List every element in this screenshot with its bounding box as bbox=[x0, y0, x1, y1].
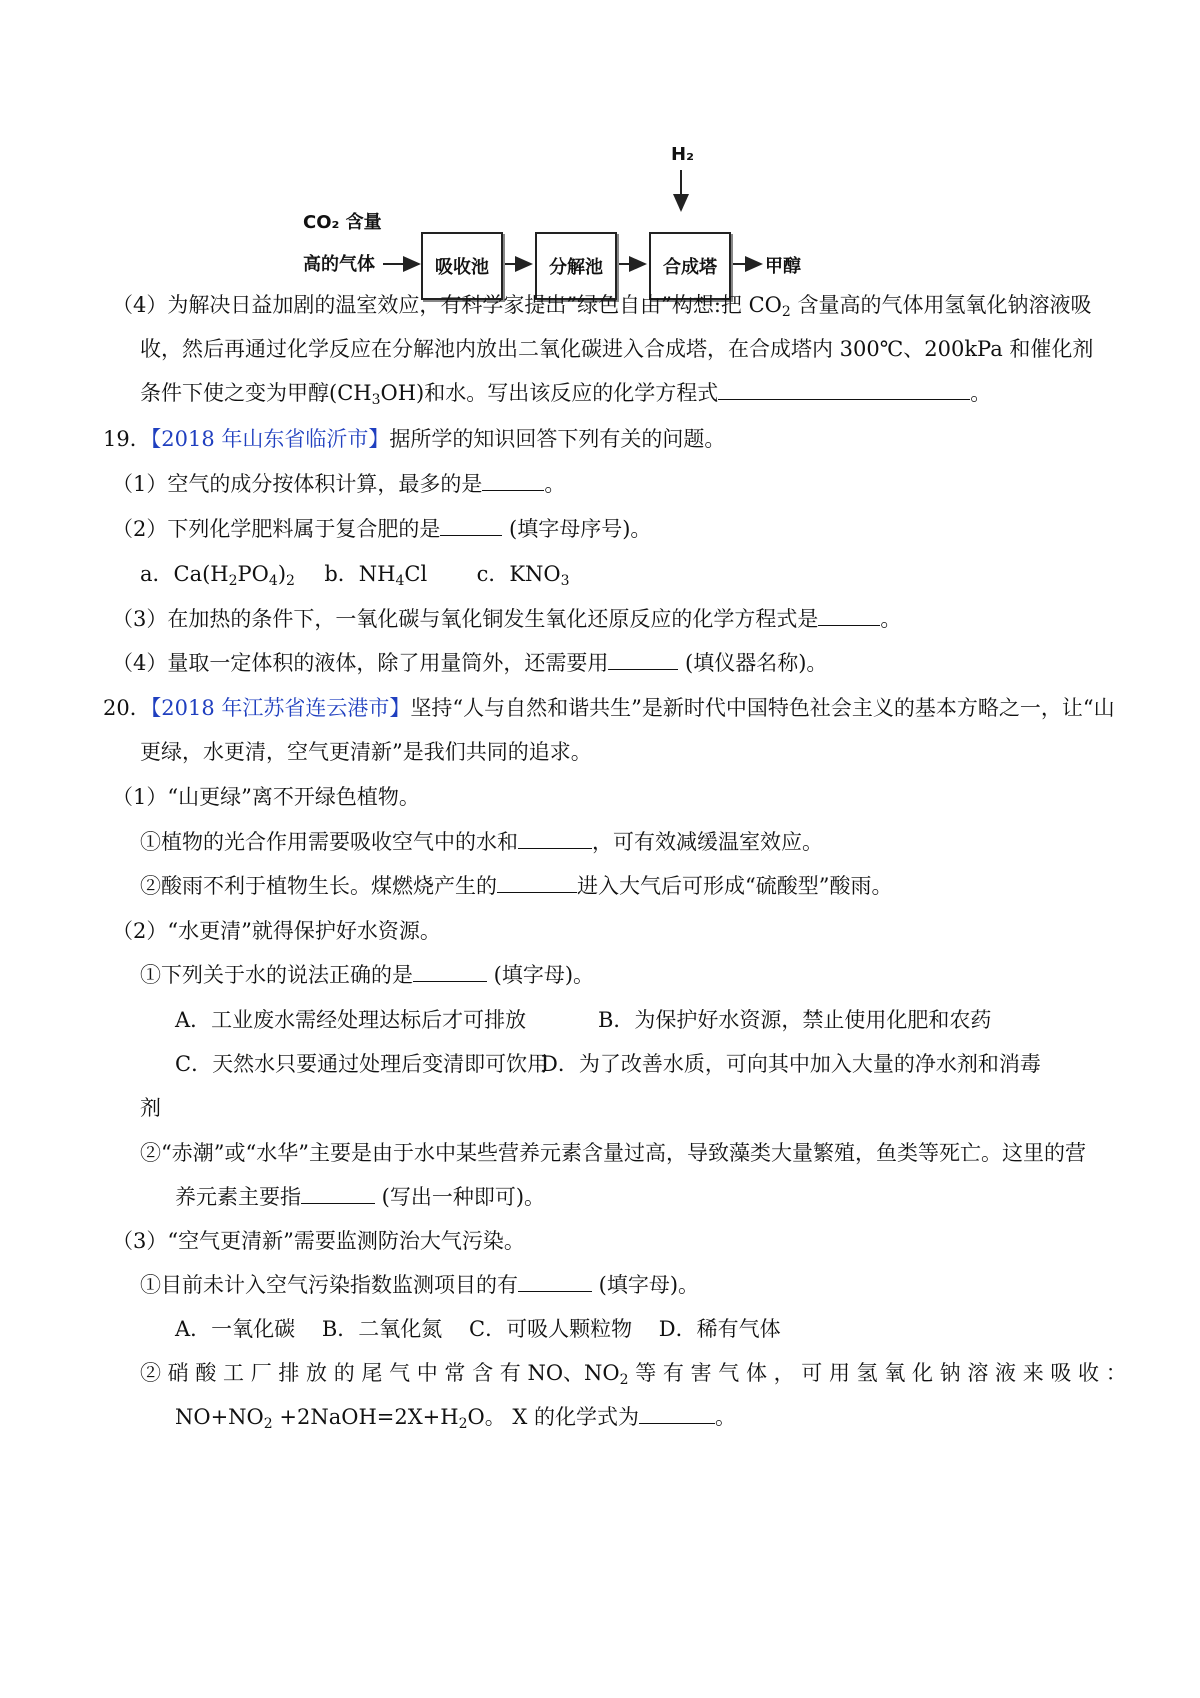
q20-p3ii-text-b: 等 有 害 气 体 ， 可 用 氢 氧 化 钠 溶 液 来 吸 收 ： bbox=[628, 1361, 1127, 1385]
subscript: 4 bbox=[395, 573, 405, 589]
subscript: 2 bbox=[286, 573, 295, 589]
decompose-tank-label: 分解池 bbox=[549, 257, 603, 278]
answer-blank[interactable] bbox=[639, 1403, 715, 1424]
q20-p3-options: A．一氧化碳 B．二氧化氮 C．可吸人颗粒物 D．稀有气体 bbox=[175, 1317, 781, 1341]
absorb-tank-label: 吸收池 bbox=[435, 257, 489, 278]
q20-part1-i bbox=[140, 827, 823, 857]
q19-stem bbox=[103, 424, 725, 454]
q20-part2: （2）“水更清”就得保护好水资源。 bbox=[112, 919, 441, 943]
question-source: 【2018 年山东省临沂市】 bbox=[150, 427, 390, 451]
q18-p4-text-e: 。 bbox=[970, 381, 992, 405]
flow-output-label: 甲醇 bbox=[765, 256, 801, 277]
opt-text: b．NH bbox=[324, 562, 396, 586]
q19-part1 bbox=[112, 469, 565, 499]
q20-p1i-text: ①植物的光合作用需要吸收空气中的水和 bbox=[140, 830, 518, 854]
equation-part: +2NaOH=2X+H bbox=[272, 1405, 459, 1429]
q20-p3ii-text-a: ② 硝 酸 工 厂 排 放 的 尾 气 中 常 含 有 NO、NO bbox=[140, 1361, 620, 1385]
q19-p3-end: 。 bbox=[880, 607, 902, 631]
subscript: 2 bbox=[781, 304, 791, 320]
equation-part: NO+NO bbox=[175, 1405, 264, 1429]
q19-p4-text: （4）量取一定体积的液体，除了用量筒外，还需要用 bbox=[112, 651, 609, 675]
question-source: 【2018 年江苏省连云港市】 bbox=[150, 696, 411, 720]
q19-part3 bbox=[112, 604, 901, 634]
q18-part4-line1 bbox=[112, 290, 1091, 320]
q20-part1: （1）“山更绿”离不开绿色植物。 bbox=[112, 785, 420, 809]
q18-part4-line3 bbox=[140, 378, 991, 408]
q20-part1-ii bbox=[140, 871, 892, 901]
q19-p4-end: (填仪器名称)。 bbox=[678, 651, 828, 675]
q19-p1-end: 。 bbox=[544, 472, 566, 496]
subscript: 2 bbox=[458, 1416, 468, 1432]
flow-h2-label: H₂ bbox=[671, 144, 694, 165]
q20-part2-ii-line1: ②“赤潮”或“水华”主要是由于水中某些营养元素含量过高，导致藻类大量繁殖，鱼类等死亡。这里的营 bbox=[140, 1141, 1086, 1165]
subscript: 3 bbox=[371, 392, 381, 408]
q20-p2i-text: ①下列关于水的说法正确的是 bbox=[140, 963, 413, 987]
q20-stem-line1 bbox=[103, 693, 1115, 723]
q19-part4 bbox=[112, 648, 827, 678]
q20-part3-ii-line1 bbox=[140, 1358, 1127, 1388]
q20-part2-ii-line2 bbox=[175, 1182, 545, 1212]
q20-p2ii-end: (写出一种即可)。 bbox=[375, 1185, 546, 1209]
q20-part2-i bbox=[140, 960, 594, 990]
answer-blank[interactable] bbox=[497, 872, 577, 893]
subscript: 2 bbox=[619, 1372, 629, 1388]
opt-text: Cl bbox=[404, 562, 428, 586]
q20-part3-i bbox=[140, 1270, 699, 1300]
q20-p2ii-text: 养元素主要指 bbox=[175, 1185, 301, 1209]
q19-option-c bbox=[476, 562, 570, 589]
answer-blank[interactable] bbox=[818, 605, 880, 626]
answer-blank[interactable] bbox=[482, 470, 544, 491]
flow-input-line2: 高的气体 bbox=[303, 254, 375, 275]
answer-blank[interactable] bbox=[518, 1271, 592, 1292]
answer-blank[interactable] bbox=[518, 828, 592, 849]
q20-p2-option-b: B．为保护好水资源，禁止使用化肥和农药 bbox=[598, 1008, 992, 1032]
flow-input-line1: CO₂ 含量 bbox=[303, 212, 382, 233]
q20-stem-line2: 更绿，水更清，空气更清新”是我们共同的追求。 bbox=[140, 740, 592, 764]
q18-p4-text-a: （4）为解决日益加剧的温室效应，有科学家提出”绿色自由”构想:把 CO bbox=[112, 293, 782, 317]
subscript: 2 bbox=[228, 573, 238, 589]
equation-end: 。 bbox=[715, 1405, 737, 1429]
q19-option-a bbox=[140, 562, 295, 589]
q20-part3-ii-line2 bbox=[175, 1402, 736, 1432]
opt-text: PO bbox=[237, 562, 269, 586]
answer-blank[interactable] bbox=[718, 379, 970, 400]
question-number: 20． bbox=[103, 696, 151, 720]
answer-blank[interactable] bbox=[608, 649, 678, 670]
opt-text: ) bbox=[277, 562, 287, 586]
opt-text: a．Ca(H bbox=[140, 562, 229, 586]
question-stem: 据所学的知识回答下列有关的问题。 bbox=[389, 427, 726, 451]
q18-p4-text-b: 含量高的气体用氢氧化钠溶液吸 bbox=[790, 293, 1092, 317]
q20-p1i-end: ，可有效减缓温室效应。 bbox=[592, 830, 823, 854]
subscript: 3 bbox=[560, 573, 570, 589]
q20-p1ii-end: 进入大气后可形成“硫酸型”酸雨。 bbox=[577, 874, 893, 898]
question-number: 19． bbox=[103, 427, 151, 451]
q20-p1ii-text: ②酸雨不利于植物生长。煤燃烧产生的 bbox=[140, 874, 497, 898]
q18-p4-text-d: OH)和水。写出该反应的化学方程式 bbox=[380, 381, 719, 405]
q19-option-b bbox=[324, 562, 428, 589]
q19-p3-text: （3）在加热的条件下，一氧化碳与氧化铜发生氧化还原反应的化学方程式是 bbox=[112, 607, 819, 631]
q19-p2-text: （2）下列化学肥料属于复合肥的是 bbox=[112, 517, 441, 541]
answer-blank[interactable] bbox=[440, 515, 502, 536]
answer-blank[interactable] bbox=[301, 1183, 375, 1204]
q20-p2-option-a: A．工业废水需经处理达标后才可排放 bbox=[175, 1008, 527, 1032]
opt-text: c．KNO bbox=[476, 562, 561, 586]
subscript: 4 bbox=[268, 573, 278, 589]
q20-p3i-end: (填字母)。 bbox=[592, 1273, 700, 1297]
q20-p3i-text: ①目前未计入空气污染指数监测项目的有 bbox=[140, 1273, 518, 1297]
q20-part3: （3）“空气更清新”需要监测防治大气污染。 bbox=[112, 1229, 525, 1253]
q18-part4-line2: 收，然后再通过化学反应在分解池内放出二氧化碳进入合成塔，在合成塔内 300℃、200kPa 和催化剂 bbox=[140, 337, 1094, 361]
answer-blank[interactable] bbox=[413, 961, 487, 982]
equation-part: O。 X 的化学式为 bbox=[467, 1405, 640, 1429]
q20-p2-option-c: C．天然水只要通过处理后变清即可饮用 bbox=[175, 1052, 549, 1076]
q20-p2i-end: (填字母)。 bbox=[487, 963, 595, 987]
q20-p2-option-d-cont: 剂 bbox=[140, 1096, 161, 1120]
synthesis-tower-label: 合成塔 bbox=[663, 257, 717, 278]
q19-options bbox=[140, 559, 570, 589]
q19-p2-end: (填字母序号)。 bbox=[502, 517, 652, 541]
process-flow-diagram bbox=[303, 144, 885, 300]
subscript: 2 bbox=[263, 1416, 273, 1432]
q19-part2 bbox=[112, 514, 651, 544]
q19-p1-text: （1）空气的成分按体积计算，最多的是 bbox=[112, 472, 483, 496]
q20-p2-option-d: D．为了改善水质，可向其中加入大量的净水剂和消毒 bbox=[541, 1052, 1041, 1076]
q18-p4-text-c: 条件下使之变为甲醇(CH bbox=[140, 381, 372, 405]
question-stem: 坚持“人与自然和谐共生”是新时代中国特色社会主义的基本方略之一，让“山 bbox=[410, 696, 1115, 720]
